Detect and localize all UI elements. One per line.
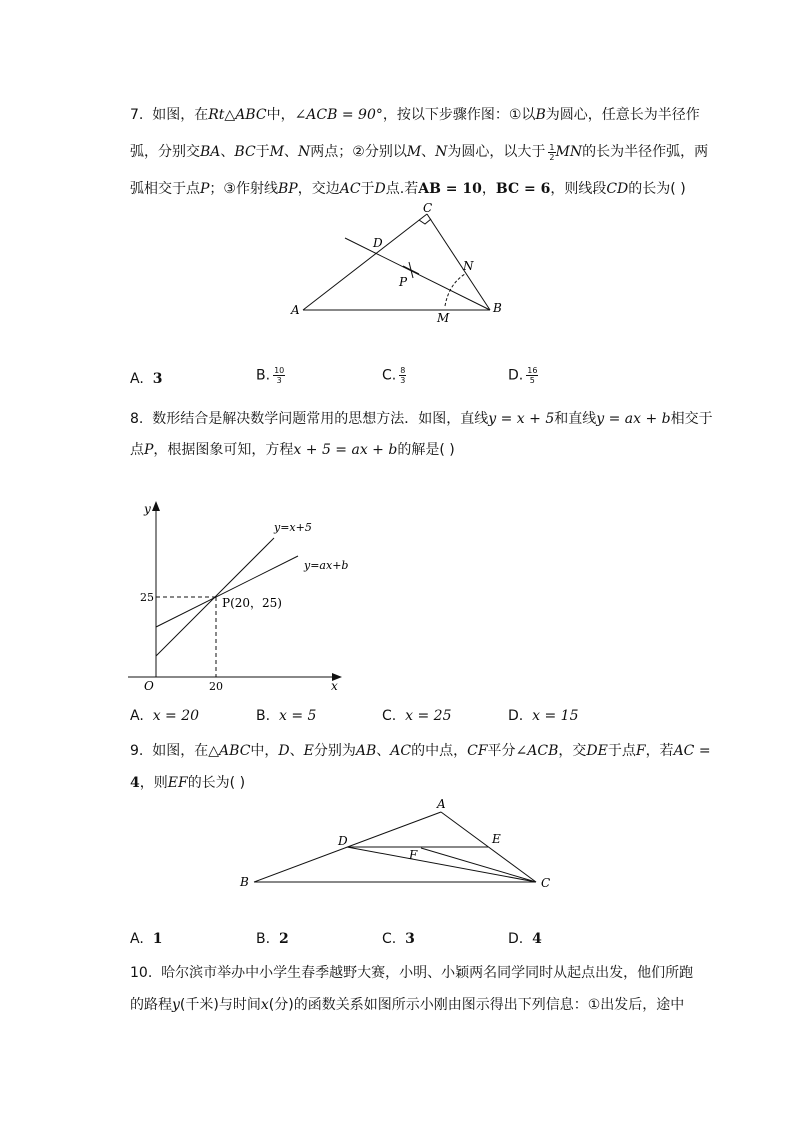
q8-line2-label: y=ax+b [304,559,349,572]
q9-label-A: A [437,797,446,811]
q8-option-c[interactable]: C. x = 25 [382,708,452,724]
q8-y-tick-25: 25 [140,591,154,604]
q8-y-axis-label: y [144,502,151,516]
q8-option-b[interactable]: B. x = 5 [256,708,317,724]
q9-label-C: C [541,876,551,890]
q9-option-d[interactable]: D. 4 [508,931,542,947]
q8-origin-label: O [144,679,154,693]
q7-line-1: 7. 如图，在Rt△ABC中，∠ACB = 90°，按以下步骤作图：①以B为圆心，任意长为半径作 [130,107,700,123]
q8-line-2: 点P，根据图象可知，方程x + 5 = ax + b的解是( ) [130,442,455,458]
q10-line-1: 10. 哈尔滨市举办中小学生春季越野大赛，小明、小颖两名同学同时从起点出发，他们所跑 [130,965,694,981]
q7-label-A: A [291,303,300,317]
q9-label-D: D [338,834,348,848]
q8-line1-label: y=x+5 [274,521,312,534]
q9-figure [236,795,566,900]
q8-x-tick-20: 20 [209,680,223,693]
q7-line-3: 弧相交于点P；③作射线BP，交边AC于D点.若AB = 10，BC = 6，则线段CD的长为( ) [130,181,686,197]
q9-label-E: E [492,832,501,846]
q7-label-P: P [399,275,408,289]
q7-label-B: B [493,301,502,315]
q9-option-c[interactable]: C. 3 [382,931,415,947]
half-fraction: $\frac{1}{2}$ [549,142,555,162]
q7-label-N: N [463,259,474,273]
q7-option-d[interactable]: D. $\frac{16}{5}$ [508,366,538,385]
q7-label-C: C [423,201,433,215]
q8-option-a[interactable]: A. x = 20 [130,708,200,724]
q9-option-b[interactable]: B. 2 [256,931,289,947]
q9-line-2: 4，则EF的长为( ) [130,775,246,791]
q8-line-1: 8. 数形结合是解决数学问题常用的思想方法．如图，直线y = x + 5和直线y = ax + b相交于 [130,411,713,427]
q10-line-2: 的路程y(千米)与时间x(分)的函数关系如图所示小刚由图示得出下列信息：①出发后，途中 [130,997,685,1013]
q7-option-b[interactable]: B. $\frac{10}{3}$ [256,366,285,385]
q7-option-c[interactable]: C. $\frac{8}{3}$ [382,366,406,385]
q9-option-a[interactable]: A. 1 [130,931,163,947]
q8-graph [128,495,368,695]
q7-label-D: D [373,236,383,250]
q7-figure [285,200,515,330]
q9-line-1: 9. 如图，在△ABC中，D、E分别为AB、AC的中点，CF平分∠ACB，交DE于点F，若AC = [130,743,711,759]
q7-label-M: M [437,311,450,325]
q9-label-F: F [409,848,418,862]
q8-point-label: P(20，25) [222,596,282,610]
q7-option-a[interactable]: A. 3 [130,371,163,387]
q8-option-d[interactable]: D. x = 15 [508,708,579,724]
q8-x-axis-label: x [331,679,338,693]
q9-label-B: B [240,875,249,889]
q7-line-2: 弧，分别交BA、BC于M、N两点；②分别以M、N为圆心，以大于 $\frac{1}{2}$ MN的长为半径作弧，两 [130,142,709,162]
